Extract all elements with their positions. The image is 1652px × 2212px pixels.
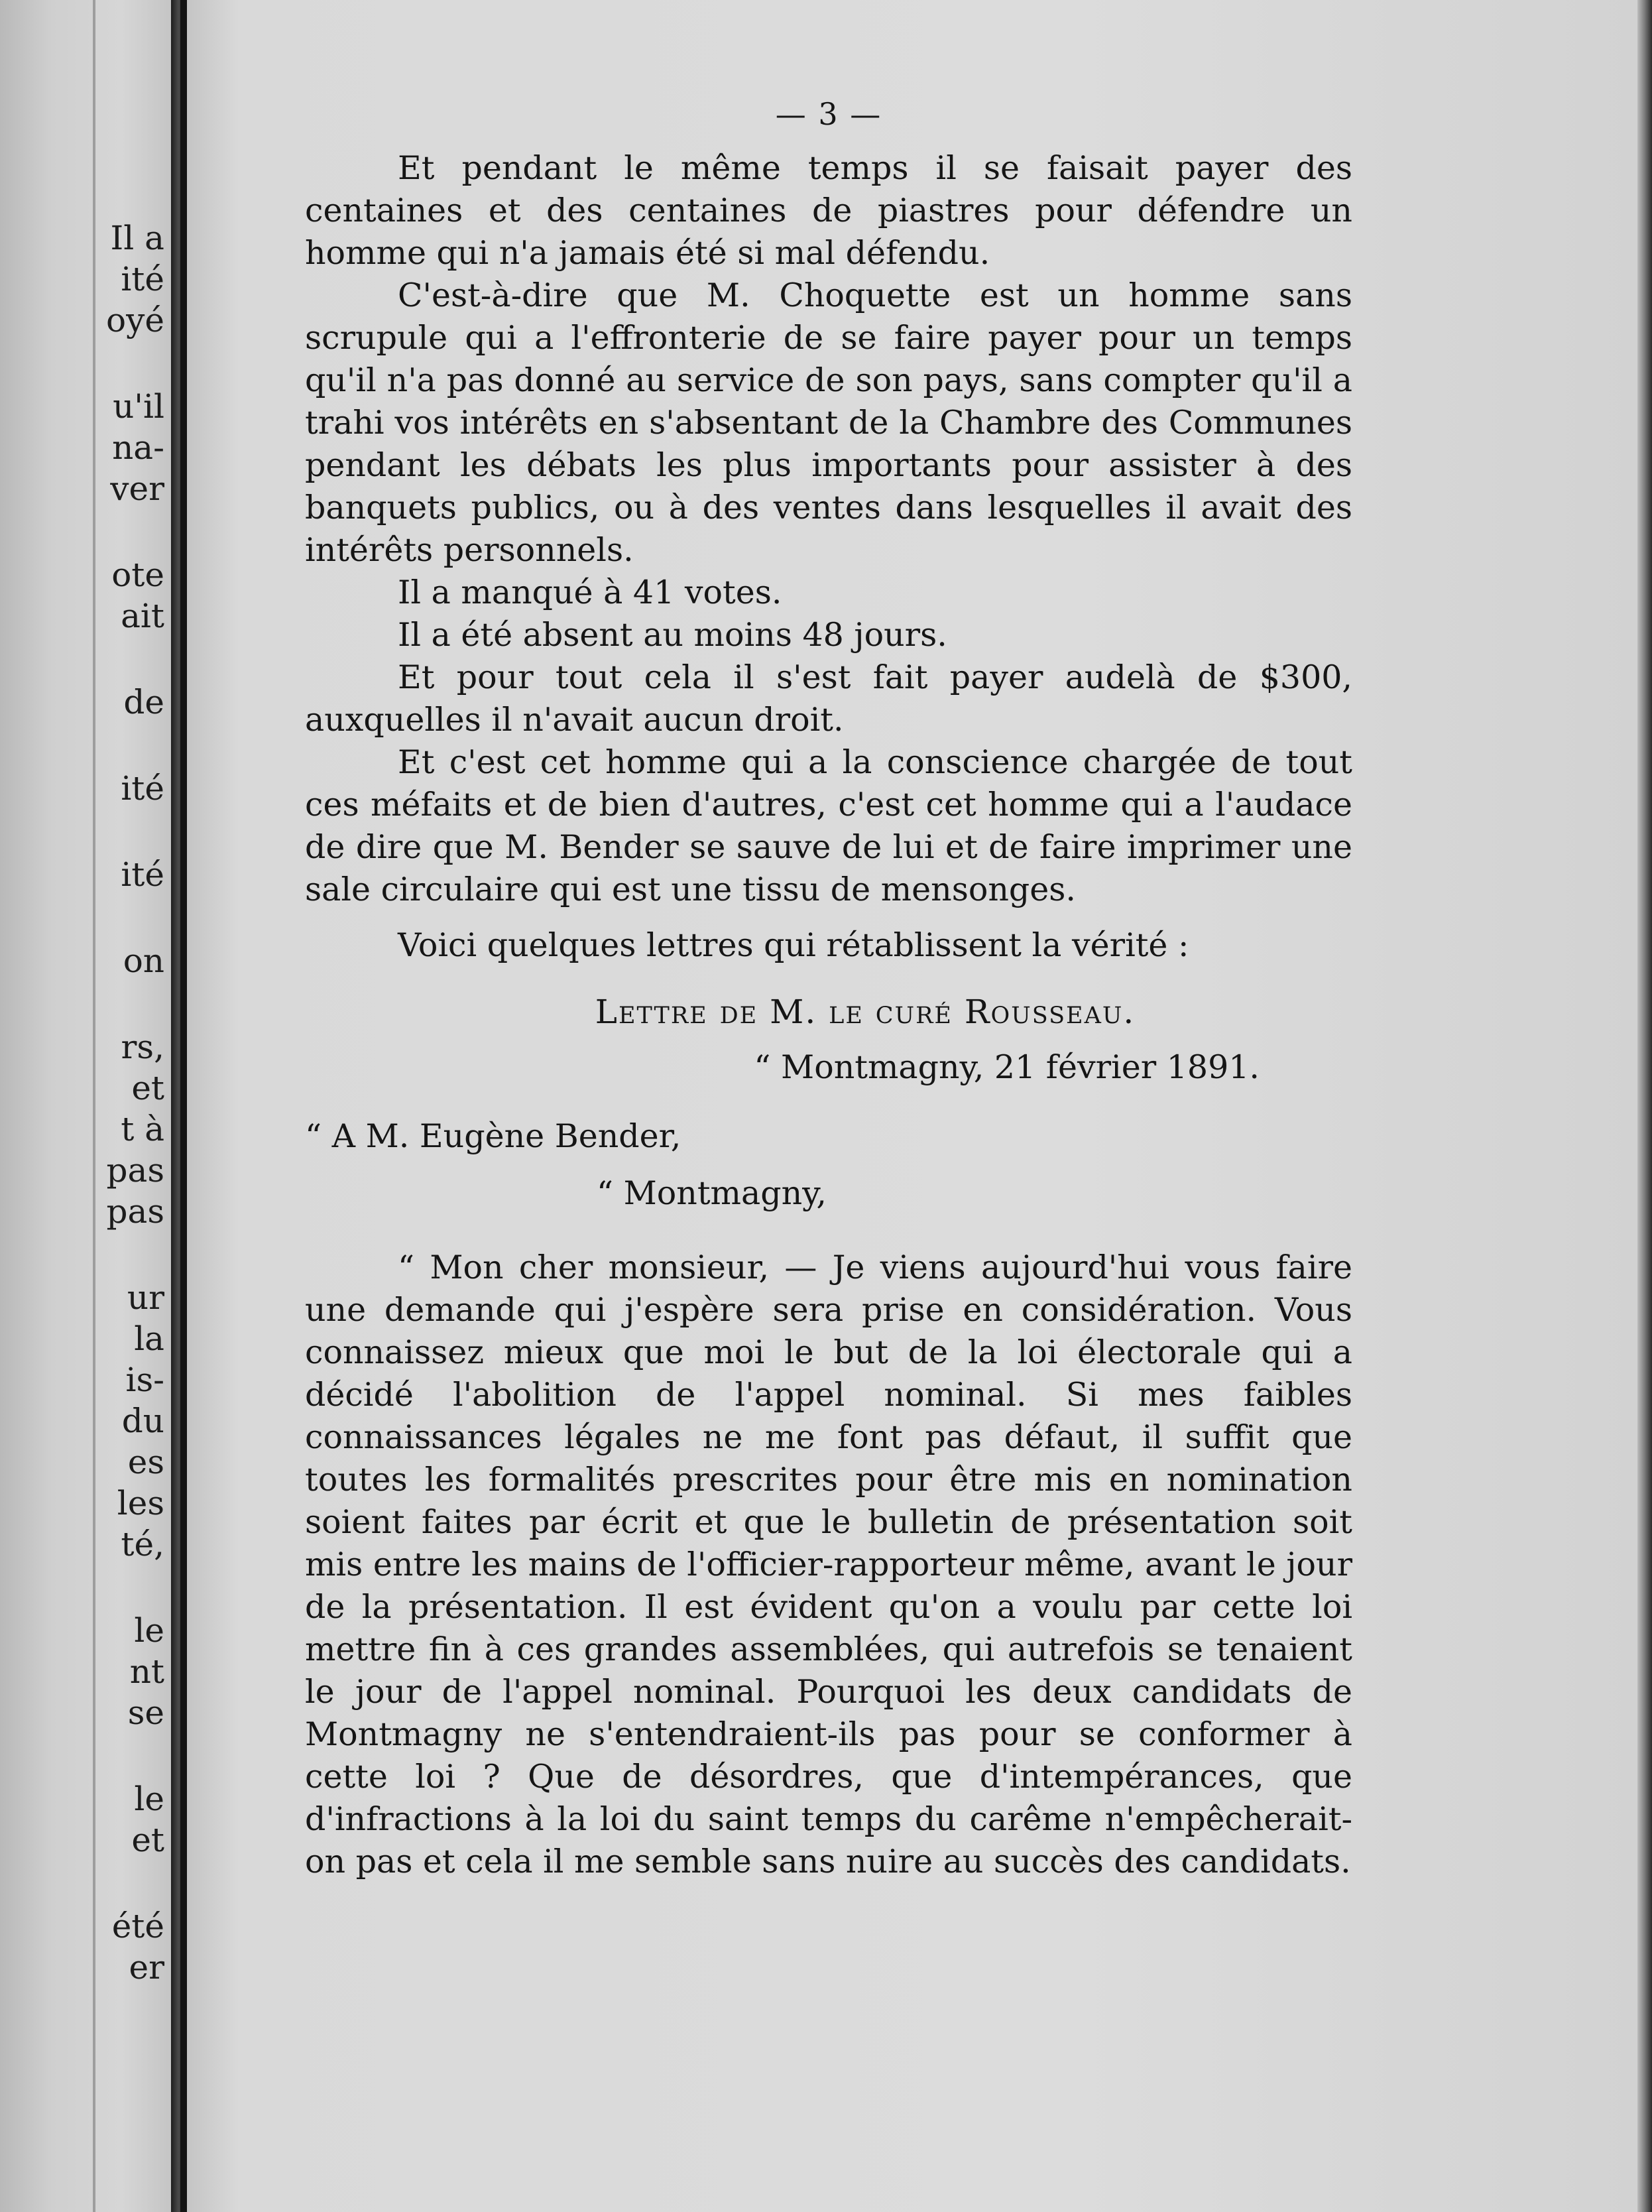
left-page-fragment: le bbox=[134, 1780, 164, 1818]
page-content bbox=[305, 93, 1352, 1883]
left-page-fragment: la bbox=[134, 1320, 164, 1358]
left-page-fragment: on bbox=[123, 942, 164, 980]
left-page-fragment: se bbox=[127, 1693, 164, 1732]
left-page-fragment: t à bbox=[121, 1110, 164, 1148]
left-page-fragment: ver bbox=[110, 469, 164, 508]
left-page-fragment: nt bbox=[129, 1652, 164, 1691]
left-page-fragment: les bbox=[117, 1484, 164, 1522]
letter-dateline: “ Montmagny, 21 février 1891. bbox=[754, 1048, 1260, 1086]
left-page-fragment: ité bbox=[121, 260, 164, 298]
left-page-fragment: pas bbox=[106, 1151, 164, 1190]
left-page-fragment: té, bbox=[121, 1525, 164, 1564]
paragraph-3: Il a manqué à 41 votes. bbox=[398, 574, 782, 611]
left-page-fragment: pas bbox=[106, 1192, 164, 1231]
left-page-fragment: ité bbox=[121, 769, 164, 808]
left-page-fragment: er bbox=[129, 1948, 164, 1987]
paragraph-5: Et pour tout cela il s'est fait payer audelà de $300, auxquelles il n'avait aucun droit. bbox=[305, 658, 1352, 739]
page-right-edge bbox=[1637, 0, 1652, 2212]
page-number: — 3 — bbox=[775, 96, 882, 132]
paragraph-2: C'est-à-dire que M. Choquette est un homme sans scrupule qui a l'effronterie de se faire payer pour un temps qu'il n'a pas donné au service de son pays, sans compter qu'il a trahi vos intérêts en s'absentant de la Chambre des Communes pendant les débats les plus importants pour assister à des banquets publics, ou à des ventes dans lesquelles il avait des intérêts personnels. bbox=[305, 276, 1352, 569]
left-page-fragment: le bbox=[134, 1611, 164, 1650]
letter-salutation: “ A M. Eugène Bender, bbox=[305, 1117, 681, 1155]
left-page-fragment: de bbox=[123, 683, 164, 721]
page-left-edge bbox=[180, 0, 187, 2212]
left-page-fragment: na- bbox=[112, 428, 164, 467]
left-page-fragment: été bbox=[111, 1907, 164, 1945]
letter-body: “ Mon cher monsieur, — Je viens aujourd'hui vous faire une demande qui j'espère sera prise en considération. Vous connaissez mieux que moi le but de la loi électorale qui a décidé l'abolition de l'appel nominal. Si mes faibles connaissances légales ne me font pas défaut, il suffit que toutes les formalités prescrites pour être mis en nomination soient faites par écrit et que le bulletin de présentation soit mis entre les mains de l'officier-rapporteur même, avant le jour de la présentation. Il est évident qu'on a voulu par cette loi mettre fin à ces grandes assemblées, qui autrefois se tenaient le jour de l'appel nominal. Pourquoi les deux candidats de Montmagny ne s'entendraient-ils pas pour se conformer à cette loi ? Que de désordres, que d'intempérances, que d'infractions à la loi du saint temps du carême n'empêcherait-on pas et cela il me semble sans nuire au succès des candidats. bbox=[305, 1249, 1352, 1880]
left-page-fragment: ote bbox=[111, 556, 164, 594]
paragraph-1: Et pendant le même temps il se faisait payer des centaines et des centaines de piastres pour défendre un homme qui n'a jamais été si mal défendu. bbox=[305, 149, 1352, 272]
adjacent-left-page bbox=[0, 0, 174, 2212]
left-page-fragment: du bbox=[121, 1402, 164, 1440]
left-page-fragment: is- bbox=[125, 1361, 164, 1399]
left-page-fragment: u'il bbox=[113, 387, 164, 426]
letter-place: “ Montmagny, bbox=[597, 1174, 827, 1212]
paragraph-7: Voici quelques lettres qui rétablissent la vérité : bbox=[398, 926, 1189, 964]
left-page-fragment: oyé bbox=[106, 301, 164, 339]
left-page-fragment: es bbox=[127, 1443, 164, 1481]
left-page-fragment: Il a bbox=[110, 219, 164, 257]
left-page-fragment: rs, bbox=[121, 1028, 164, 1066]
paragraph-4: Il a été absent au moins 48 jours. bbox=[398, 616, 947, 654]
left-page-fragment: ité bbox=[121, 855, 164, 894]
left-page-fragment: ur bbox=[127, 1278, 164, 1317]
left-page-fold-shadow bbox=[93, 0, 95, 2212]
letter-heading: Lettre de M. le curé Rousseau. bbox=[595, 993, 1136, 1031]
left-page-fragment: ait bbox=[121, 597, 164, 635]
left-page-fragment: et bbox=[131, 1069, 164, 1107]
paragraph-6: Et c'est cet homme qui a la conscience chargée de tout ces méfaits et de bien d'autres, c'est cet homme qui a l'audace de dire que M. Bender se sauve de lui et de faire imprimer une sale circulaire qui est une tissu de mensonges. bbox=[305, 743, 1352, 908]
left-page-fragment: et bbox=[131, 1821, 164, 1859]
